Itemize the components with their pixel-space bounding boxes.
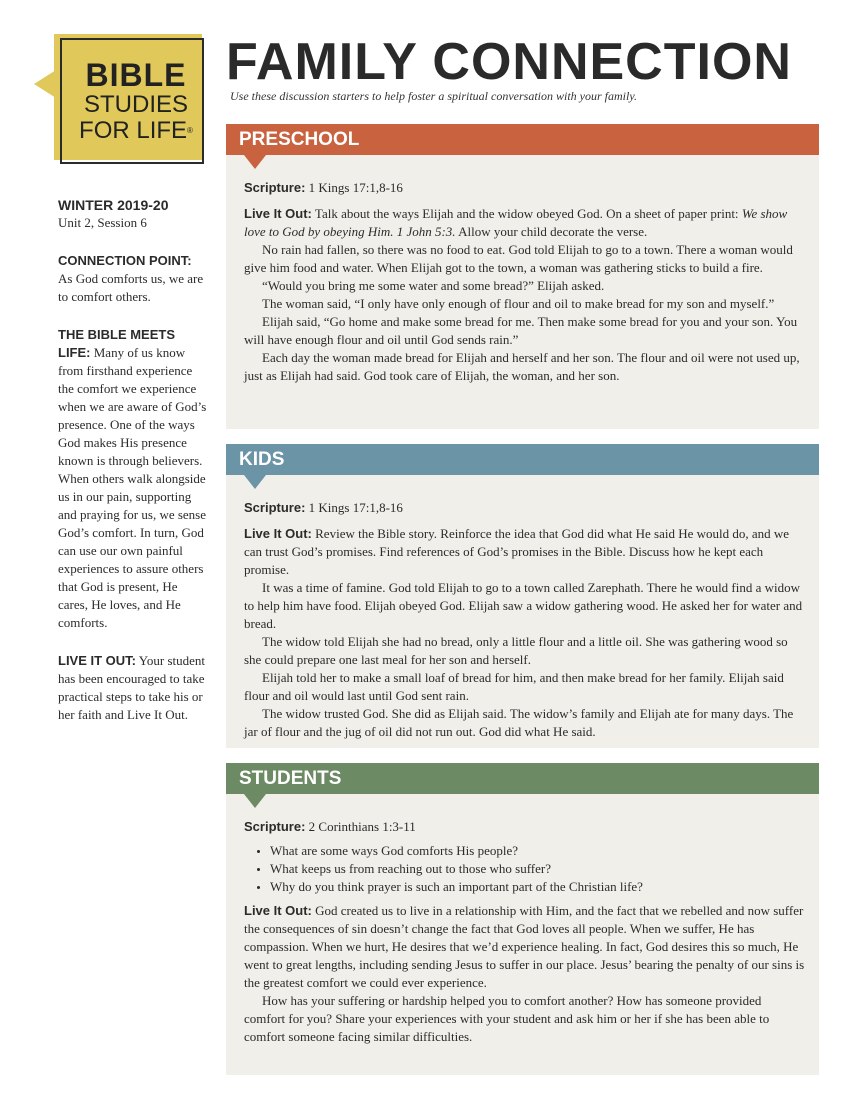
story-paragraph: The woman said, “I only have only enough of flour and oil to make bread for my son and myself.” xyxy=(262,296,775,311)
session-info xyxy=(58,196,210,232)
students-scripture: Scripture: 2 Corinthians 1:3-11 xyxy=(244,819,416,834)
list-item: • Why do you think prayer is such an important part of the Christian life? xyxy=(270,878,805,896)
season-label: WINTER 2019-20 xyxy=(58,197,169,213)
students-heading: STUDENTS xyxy=(226,763,819,794)
sidebar xyxy=(58,196,210,744)
story-paragraph: No rain had fallen, so there was no food to eat. God told Elijah to go to a town. There a woman would give him food and water. When Elijah got to the town, a woman was gathering sticks to build a fire. xyxy=(244,242,793,275)
students-live-it-out: Live It Out: God created us to live in a relationship with Him, and the fact that we rebelled and now suffer the consequences of sin doesn’t change the fact that God loves all people. When we suffer, He has compassion. When we hurt, He desires that we’d experience healing. In fact, God desires this so much, He went to great lengths, including sending Jesus to suffer in our place. Jesus’ bearing the penalty of our sins is the greatest comfort we could ever experience. xyxy=(244,903,805,990)
kids-live-it-out: Live It Out: Review the Bible story. Reinforce the idea that God did what He said He would do, and we can trust God’s promises. Find references of God’s promises in the Bible. Discuss how he kept each promise. xyxy=(244,526,790,577)
logo-line-2: STUDIES xyxy=(83,91,188,118)
story-paragraph: The widow told Elijah she had no bread, only a little flour and a little oil. She was gathering wood so she could prepare one last meal for her son and herself. xyxy=(244,634,788,667)
logo-line-3: FOR LIFE® xyxy=(79,117,193,144)
students-section xyxy=(226,763,819,1075)
page-title: FAMILY CONNECTION xyxy=(226,33,792,91)
live-it-out-label: LIVE IT OUT: xyxy=(58,653,136,668)
unit-label: Unit 2, Session 6 xyxy=(58,215,147,230)
story-paragraph: It was a time of famine. God told Elijah to go to a town called Zarephath. There he would find a widow to help him have food. Elijah obeyed God. Elijah saw a widow gathering wood. He asked her for water and bread. xyxy=(244,580,803,631)
preschool-section xyxy=(226,124,819,429)
logo-line-1: BIBLE xyxy=(85,57,187,93)
connection-point xyxy=(58,252,210,306)
kids-heading: KIDS xyxy=(226,444,819,475)
discussion-questions xyxy=(244,842,805,896)
bible-meets-life xyxy=(58,326,210,632)
live-it-out-summary xyxy=(58,652,210,724)
story-paragraph: The widow trusted God. She did as Elijah said. The widow’s family and Elijah ate for many days. The jar of flour and the jug of oil did not run out. God did what He said. xyxy=(244,706,794,739)
brand-logo xyxy=(30,30,210,170)
kids-section xyxy=(226,444,819,748)
kids-scripture: Scripture: 1 Kings 17:1,8-16 xyxy=(244,500,403,515)
story-paragraph: Elijah told her to make a small loaf of bread for him, and then make bread for her family. Elijah said flour and oil would last until God sent rain. xyxy=(244,670,784,703)
page-subtitle: Use these discussion starters to help foster a spiritual conversation with your family. xyxy=(230,89,637,103)
bible-meets-life-text: Many of us know from firsthand experience the comfort we experience when we are aware of God’s presence. One of the ways God makes His presence known is through believers. When others walk alongside us in our pain, supporting and praying for us, we sense God’s comfort. In turn, God can use our own painful experiences to assure others that God is present, He cares, He loves, and He comforts. xyxy=(58,345,207,630)
story-paragraph: “Would you bring me some water and some bread?” Elijah asked. xyxy=(262,278,605,293)
connection-point-label: CONNECTION POINT: xyxy=(58,253,192,268)
preschool-live-it-out: Live It Out: Talk about the ways Elijah and the widow obeyed God. On a sheet of paper print: We show love to God by obeying Him. 1 John 5:3. Allow your child decorate the verse. xyxy=(244,206,788,239)
list-item: • What are some ways God comforts His people? xyxy=(270,842,805,860)
story-paragraph: Elijah said, “Go home and make some bread for me. Then make some bread for you and your son. You will have enough flour and oil until God sends rain.” xyxy=(244,314,798,347)
story-paragraph: Each day the woman made bread for Elijah and herself and her son. The flour and oil were not used up, just as Elijah had said. God took care of Elijah, the woman, and her son. xyxy=(244,350,800,383)
closing-paragraph: How has your suffering or hardship helped you to comfort another? How has someone provided comfort for you? Share your experiences with your student and ask him or her if she has been able to comfort someone facing similar difficulties. xyxy=(244,993,770,1044)
preschool-scripture: Scripture: 1 Kings 17:1,8-16 xyxy=(244,180,403,195)
list-item: • What keeps us from reaching out to those who suffer? xyxy=(270,860,805,878)
connection-point-text: As God comforts us, we are to comfort others. xyxy=(58,271,204,304)
preschool-heading: PRESCHOOL xyxy=(226,124,819,155)
bible-meets-life-label: THE BIBLE MEETS LIFE: xyxy=(58,327,176,360)
live-it-out-text: Your student has been encouraged to take practical steps to take his or her faith and Live It Out. xyxy=(58,653,205,722)
